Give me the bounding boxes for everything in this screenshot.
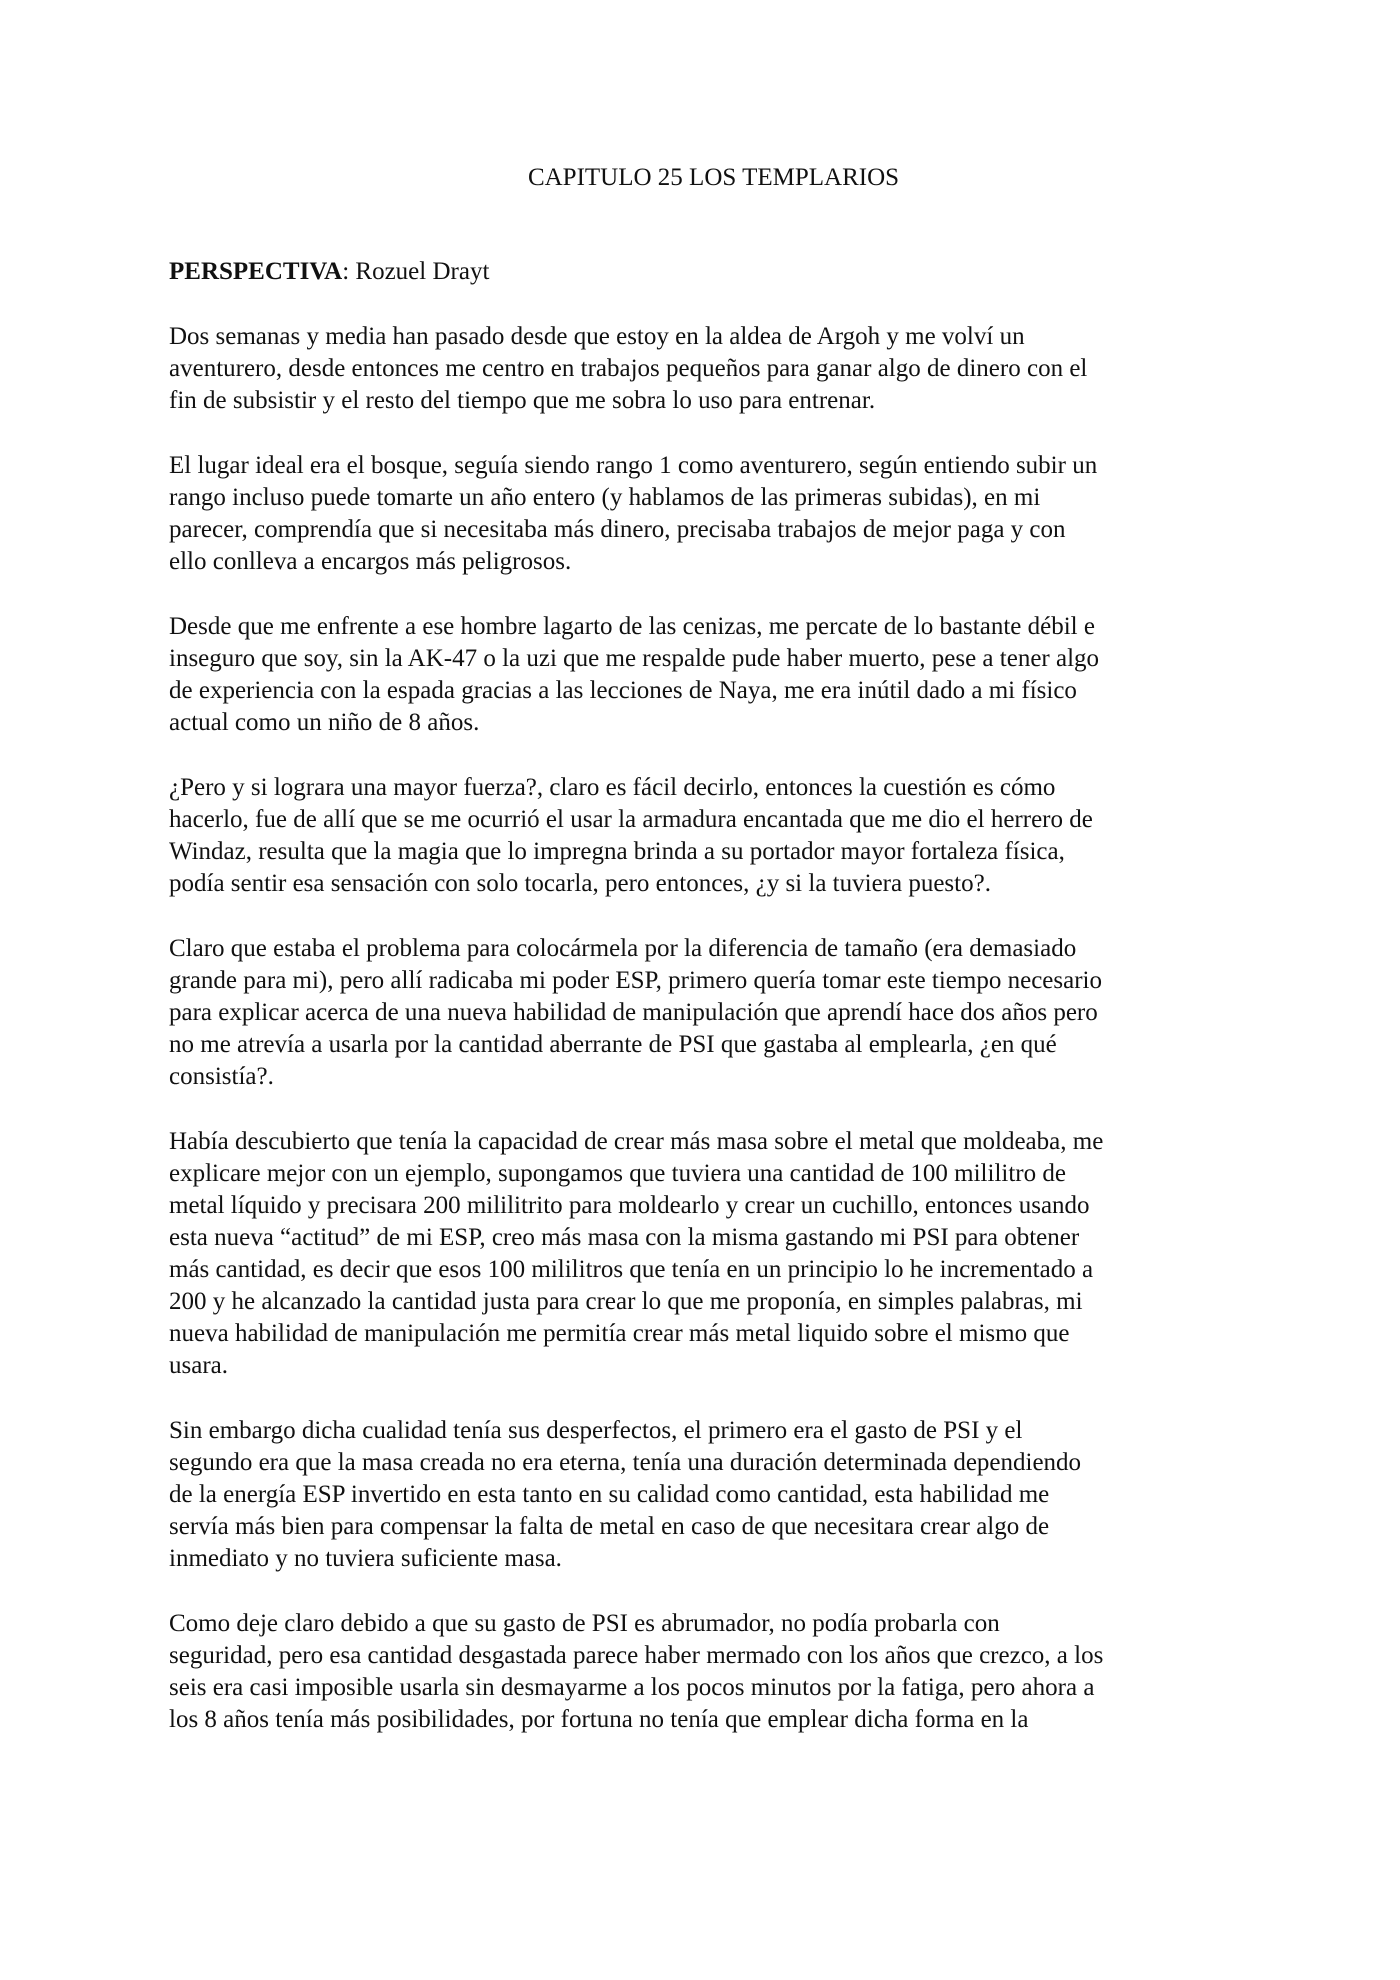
text-line: parecer, comprendía que si necesitaba más dinero, precisaba trabajos de mejor paga y con xyxy=(169,516,1066,543)
text-line: nueva habilidad de manipulación me permitía crear más metal liquido sobre el mismo que xyxy=(169,1320,1070,1347)
text-line: actual como un niño de 8 años. xyxy=(169,709,480,736)
text-line: ello conlleva a encargos más peligrosos. xyxy=(169,548,572,575)
paragraph xyxy=(169,1126,1240,1382)
text-line: aventurero, desde entonces me centro en trabajos pequeños para ganar algo de dinero con el xyxy=(169,355,1088,382)
text-line: Windaz, resulta que la magia que lo impregna brinda a su portador mayor fortaleza física, xyxy=(169,838,1065,865)
text-line: de experiencia con la espada gracias a las lecciones de Naya, me era inútil dado a mi físico xyxy=(169,677,1077,704)
text-line: servía más bien para compensar la falta de metal en caso de que necesitara crear algo de xyxy=(169,1513,1050,1540)
text-line: seis era casi imposible usarla sin desmayarme a los pocos minutos por la fatiga, pero ahora a xyxy=(169,1674,1095,1701)
text-line: grande para mi), pero allí radicaba mi poder ESP, primero quería tomar este tiempo necesario xyxy=(169,967,1102,994)
text-line: Había descubierto que tenía la capacidad de crear más masa sobre el metal que moldeaba, me xyxy=(169,1128,1104,1155)
text-line: explicare mejor con un ejemplo, supongamos que tuviera una cantidad de 100 mililitro de xyxy=(169,1160,1066,1187)
text-line: rango incluso puede tomarte un año entero (y hablamos de las primeras subidas), en mi xyxy=(169,484,1041,511)
text-line: El lugar ideal era el bosque, seguía siendo rango 1 como aventurero, según entiendo subir un xyxy=(169,452,1098,479)
text-line: consistía?. xyxy=(169,1063,274,1090)
text-line: 200 y he alcanzado la cantidad justa para crear lo que me proponía, en simples palabras, mi xyxy=(169,1288,1083,1315)
text-line: más cantidad, es decir que esos 100 mililitros que tenía en un principio lo he incrementado a xyxy=(169,1256,1094,1283)
text-line: no me atrevía a usarla por la cantidad aberrante de PSI que gastaba al emplearla, ¿en qué xyxy=(169,1031,1057,1058)
text-line: Desde que me enfrente a ese hombre lagarto de las cenizas, me percate de lo bastante débil e xyxy=(169,613,1095,640)
text-line: inmediato y no tuviera suficiente masa. xyxy=(169,1545,562,1572)
text-line: usara. xyxy=(169,1352,228,1379)
text-line: de la energía ESP invertido en esta tanto en su calidad como cantidad, esta habilidad me xyxy=(169,1481,1050,1508)
paragraph xyxy=(169,321,1240,417)
text-line: metal líquido y precisara 200 mililitrito para moldearlo y crear un cuchillo, entonces usando xyxy=(169,1192,1090,1219)
paragraph xyxy=(169,611,1240,739)
text-line: hacerlo, fue de allí que se me ocurrió el usar la armadura encantada que me dio el herrero de xyxy=(169,806,1093,833)
perspective-line xyxy=(169,256,1240,288)
text-line: Claro que estaba el problema para colocármela por la diferencia de tamaño (era demasiado xyxy=(169,935,1077,962)
perspective-label: PERSPECTIVA xyxy=(169,258,343,285)
text-line: podía sentir esa sensación con solo tocarla, pero entonces, ¿y si la tuviera puesto?. xyxy=(169,870,991,897)
text-line: fin de subsistir y el resto del tiempo que me sobra lo uso para entrenar. xyxy=(169,387,876,414)
text-line: Como deje claro debido a que su gasto de PSI es abrumador, no podía probarla con xyxy=(169,1610,1000,1637)
paragraph xyxy=(169,772,1240,900)
paragraph xyxy=(169,1608,1240,1736)
text-line: para explicar acerca de una nueva habilidad de manipulación que aprendí hace dos años pero xyxy=(169,999,1098,1026)
chapter-title: CAPITULO 25 LOS TEMPLARIOS xyxy=(527,164,900,191)
text-line: los 8 años tenía más posibilidades, por fortuna no tenía que emplear dicha forma en la xyxy=(169,1706,1029,1733)
body-text xyxy=(169,321,1240,1736)
text-line: seguridad, pero esa cantidad desgastada parece haber mermado con los años que crezco, a los xyxy=(169,1642,1104,1669)
paragraph xyxy=(169,450,1240,578)
text-line: inseguro que soy, sin la AK-47 o la uzi que me respalde pude haber muerto, pese a tener algo xyxy=(169,645,1100,672)
text-line: segundo era que la masa creada no era eterna, tenía una duración determinada dependiendo xyxy=(169,1449,1082,1476)
text-line: ¿Pero y si lograra una mayor fuerza?, claro es fácil decirlo, entonces la cuestión es cómo xyxy=(169,774,1056,801)
text-line: Sin embargo dicha cualidad tenía sus desperfectos, el primero era el gasto de PSI y el xyxy=(169,1417,1023,1444)
text-line: esta nueva “actitud” de mi ESP, creo más masa con la misma gastando mi PSI para obtener xyxy=(169,1224,1080,1251)
perspective-value: : Rozuel Drayt xyxy=(342,258,490,285)
text-line: Dos semanas y media han pasado desde que estoy en la aldea de Argoh y me volví un xyxy=(169,323,1025,350)
paragraph xyxy=(169,933,1240,1093)
paragraph xyxy=(169,1415,1240,1575)
